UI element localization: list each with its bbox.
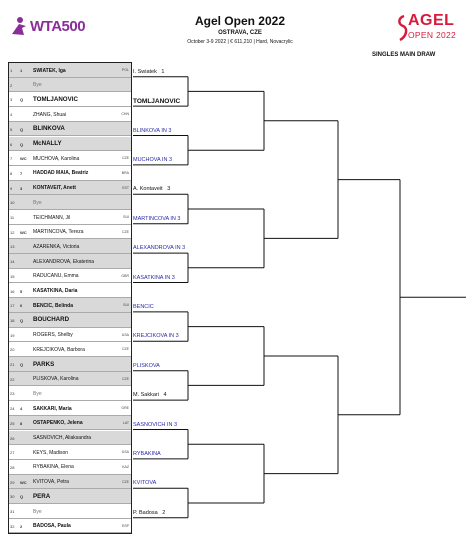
country-code: CZE xyxy=(122,347,129,352)
player-name: TEICHMANN, Jil xyxy=(33,214,71,221)
winner-name: I. Swiatek xyxy=(133,68,157,75)
country-code: CZE xyxy=(122,376,129,381)
country-code: USA xyxy=(121,332,129,337)
country-code: CZE xyxy=(122,479,129,484)
draw-position: 6 xyxy=(10,141,13,147)
draw-position: 3 xyxy=(10,97,13,103)
round2-winner xyxy=(133,304,243,310)
draw-position: 14 xyxy=(10,259,15,265)
wta500-logo xyxy=(10,14,86,40)
round2-winner xyxy=(133,128,243,134)
seed-tag: 2 xyxy=(20,523,23,529)
player-name: SASNOVICH, Aliaksandra xyxy=(33,435,92,441)
seed-tag: 4 xyxy=(20,406,23,412)
seed-tag: Q xyxy=(20,494,24,500)
draw-row xyxy=(9,92,131,107)
draw-position: 9 xyxy=(10,185,13,191)
player-name: KONTAVEIT, Anett xyxy=(33,185,76,192)
country-code: ESP xyxy=(121,523,129,528)
country-code: SUI xyxy=(123,215,129,219)
player-name: MARTINCOVA, Tereza xyxy=(33,229,84,236)
draw-position: 26 xyxy=(10,435,15,441)
draw-position: 28 xyxy=(10,464,15,470)
winner-seed: 3 xyxy=(165,186,171,193)
seed-tag: Q xyxy=(20,317,24,323)
seed-tag: 1 xyxy=(20,68,23,73)
player-name: TOMLJANOVIC xyxy=(33,95,78,103)
player-name: ROGERS, Shelby xyxy=(33,332,73,339)
seed-tag: WC xyxy=(20,229,27,235)
round2-winner xyxy=(133,451,243,457)
draw-position: 5 xyxy=(10,126,13,132)
draw-position: 12 xyxy=(10,229,15,235)
draw-position: 10 xyxy=(10,200,15,206)
draw-position: 32 xyxy=(10,523,15,529)
round2-winner xyxy=(133,422,243,428)
country-code: LAT xyxy=(122,420,129,425)
player-name: BADOSA, Paula xyxy=(33,523,71,530)
round2-winner xyxy=(133,480,243,486)
player-name: KEYS, Madison xyxy=(33,449,69,456)
draw-row xyxy=(9,298,131,313)
player-name: PERA xyxy=(33,492,51,500)
draw-row xyxy=(9,122,131,137)
winner-name: TOMLJANOVIC xyxy=(133,98,181,106)
player-name: Bye xyxy=(33,390,42,397)
seed-tag: 8 xyxy=(20,420,23,426)
country-code: CHN xyxy=(121,112,129,117)
draw-position: 1 xyxy=(10,68,13,73)
player-name: KREJCIKOVA, Barbora xyxy=(33,346,85,353)
draw-position: 13 xyxy=(10,244,15,250)
country-code: CZE xyxy=(122,229,129,234)
player-name: McNALLY xyxy=(33,140,62,147)
seed-tag: 3 xyxy=(20,185,23,191)
player-name: Bye xyxy=(33,508,42,515)
draw-row xyxy=(9,269,131,284)
winner-name: SASNOVICH IN 3 xyxy=(133,421,178,428)
tournament-info: October 3-9 2022 | € 611,210 | Hard, Novacrylic xyxy=(187,39,293,45)
winner-seed: 2 xyxy=(160,509,166,516)
wta-logo-text: WTA500 xyxy=(30,18,86,35)
country-code: BRA xyxy=(121,170,129,175)
winner-seed: 4 xyxy=(161,392,167,399)
winner-name: MUCHOVA IN 3 xyxy=(133,156,173,163)
seed-tag: Q xyxy=(20,97,24,103)
draw-position: 16 xyxy=(10,288,15,294)
draw-position: 2 xyxy=(10,82,13,88)
round2-winner xyxy=(133,216,243,222)
player-name: BLINKOVA xyxy=(33,125,65,133)
winner-name: P. Badosa xyxy=(133,509,158,516)
country-code: SUI xyxy=(123,303,129,308)
winner-name: RYBAKINA xyxy=(133,450,161,457)
draw-row xyxy=(9,401,131,416)
draw-row xyxy=(9,137,131,152)
tournament-title: Agel Open 2022 xyxy=(194,14,286,28)
player-name: BENCIC, Belinda xyxy=(33,302,74,309)
draw-row xyxy=(9,166,131,181)
country-code: CZE xyxy=(122,156,129,161)
draw-grid xyxy=(8,62,132,534)
round2-winner xyxy=(133,186,243,192)
draw-row xyxy=(9,210,131,225)
country-code: KAZ xyxy=(122,464,129,469)
country-code: EST xyxy=(122,185,129,190)
draw-position: 8 xyxy=(10,170,13,176)
seed-tag: 7 xyxy=(20,170,23,176)
round2-winner xyxy=(133,363,243,369)
draw-row xyxy=(9,225,131,240)
winner-name: A. Kontaveit xyxy=(133,186,163,193)
winner-seed: 1 xyxy=(159,68,165,75)
player-name: SWIATEK, Iga xyxy=(33,67,66,74)
winner-name: BLINKOVA IN 3 xyxy=(133,127,172,134)
agel-open-logo xyxy=(396,12,468,46)
round2-winner xyxy=(133,275,243,281)
draw-row xyxy=(9,342,131,357)
winner-name: BENCIC xyxy=(133,303,154,310)
draw-position: 24 xyxy=(10,406,15,412)
draw-row xyxy=(9,181,131,196)
draw-row xyxy=(9,475,131,490)
player-name: MUCHOVA, Karolina xyxy=(33,155,80,162)
player-name: SAKKARI, Maria xyxy=(33,405,72,412)
draw-row xyxy=(9,328,131,343)
round2-winner xyxy=(133,157,243,163)
draw-row xyxy=(9,151,131,166)
seed-tag: WC xyxy=(20,479,27,485)
draw-row xyxy=(9,460,131,475)
round2-winner xyxy=(133,392,243,398)
player-name: BOUCHARD xyxy=(33,316,70,324)
draw-position: 7 xyxy=(10,156,13,162)
round2-winner xyxy=(133,245,243,251)
draw-position: 22 xyxy=(10,376,15,382)
agel-logo-sub: OPEN 2022 xyxy=(408,30,457,40)
draw-row xyxy=(9,254,131,269)
draw-position: 23 xyxy=(10,391,15,397)
draw-row xyxy=(9,445,131,460)
winner-name: MARTINCOVA IN 3 xyxy=(133,215,181,222)
draw-row xyxy=(9,313,131,328)
seed-tag: Q xyxy=(20,362,24,367)
draw-position: 20 xyxy=(10,347,15,353)
player-name: KVITOVA, Petra xyxy=(33,479,69,486)
draw-position: 30 xyxy=(10,494,15,500)
seed-tag: Q xyxy=(20,141,24,147)
draw-row xyxy=(9,504,131,519)
draw-row xyxy=(9,284,131,299)
player-name: PARKS xyxy=(33,360,55,368)
winner-name: PLISKOVA xyxy=(133,362,160,369)
country-code: USA xyxy=(121,450,129,455)
draw-position: 29 xyxy=(10,479,15,485)
round2-winner xyxy=(133,333,243,339)
round2-winner xyxy=(133,510,243,516)
winner-name: KASATKINA IN 3 xyxy=(133,274,175,281)
draw-row xyxy=(9,78,131,93)
seed-tag: 6 xyxy=(20,303,23,309)
winner-name: KVITOVA xyxy=(133,480,157,487)
wta-figure-icon xyxy=(10,16,28,36)
seed-tag: WC xyxy=(20,156,27,162)
player-name: RYBAKINA, Elena xyxy=(33,464,74,471)
draw-position: 18 xyxy=(10,317,15,323)
tournament-location: OSTRAVA, CZE xyxy=(218,30,262,36)
round2-winner xyxy=(133,69,243,75)
draw-row xyxy=(9,107,131,122)
agel-logo-main: AGEL xyxy=(408,12,455,29)
draw-title: SINGLES MAIN DRAW xyxy=(372,52,436,58)
draw-row xyxy=(9,519,131,534)
player-name: ZHANG, Shuai xyxy=(33,111,67,118)
draw-position: 4 xyxy=(10,112,13,118)
draw-position: 11 xyxy=(10,215,15,220)
draw-row xyxy=(9,416,131,431)
seed-tag: 5 xyxy=(20,288,23,294)
player-name: AZARENKA, Victoria xyxy=(33,243,80,250)
draw-row xyxy=(9,63,131,78)
player-name: ALEXANDROVA, Ekaterina xyxy=(33,258,95,265)
draw-row xyxy=(9,431,131,446)
winner-name: M. Sakkari xyxy=(133,392,159,399)
round2-winner xyxy=(133,98,243,105)
country-code: POL xyxy=(121,68,129,72)
player-name: OSTAPENKO, Jelena xyxy=(33,420,83,427)
draw-position: 15 xyxy=(10,273,15,279)
draw-position: 27 xyxy=(10,450,15,456)
draw-position: 19 xyxy=(10,332,15,338)
draw-position: 31 xyxy=(10,509,15,514)
draw-position: 21 xyxy=(10,362,15,367)
draw-row xyxy=(9,195,131,210)
draw-row xyxy=(9,372,131,387)
player-name: RADUCANU, Emma xyxy=(33,273,79,280)
draw-position: 17 xyxy=(10,303,15,309)
country-code: GRE xyxy=(121,406,129,411)
draw-row xyxy=(9,386,131,401)
winner-name: ALEXANDROVA IN 3 xyxy=(133,245,186,252)
draw-row xyxy=(9,239,131,254)
agel-swirl-icon xyxy=(396,14,408,42)
draw-position: 25 xyxy=(10,420,15,426)
draw-row xyxy=(9,357,131,372)
player-name: PLISKOVA, Karolina xyxy=(33,376,79,383)
draw-row xyxy=(9,489,131,504)
country-code: GBR xyxy=(121,273,129,278)
seed-tag: Q xyxy=(20,126,24,132)
player-name: Bye xyxy=(33,82,42,89)
player-name: KASATKINA, Daria xyxy=(33,288,78,294)
player-name: HADDAD MAIA, Beatriz xyxy=(33,170,89,177)
winner-name: KREJCIKOVA IN 3 xyxy=(133,333,179,340)
player-name: Bye xyxy=(33,199,42,206)
